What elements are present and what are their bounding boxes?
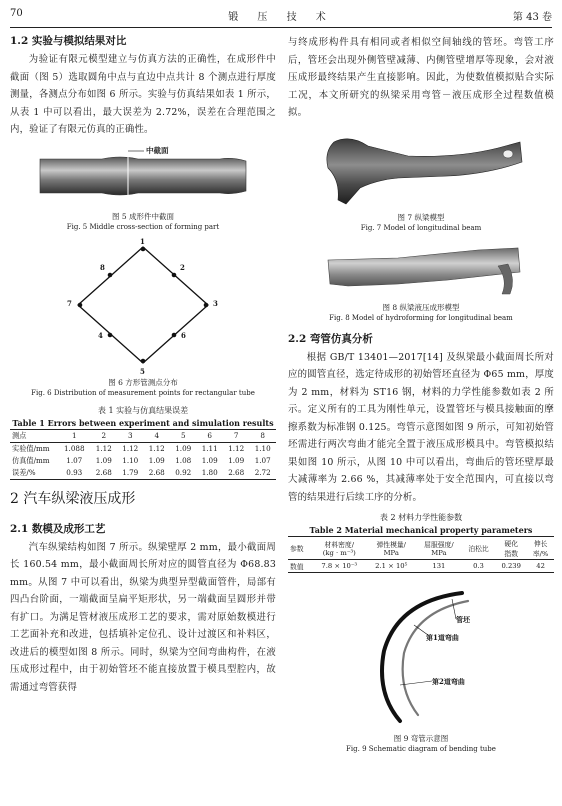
hydroforming-model-image — [288, 240, 554, 300]
measurement-points-diagram — [10, 236, 276, 367]
header-harden-2: 指数 — [504, 550, 518, 558]
fig6-caption-en: Fig. 6 Distribution of measurement points for rectangular tube — [31, 388, 255, 397]
table1-caption-cn: 表 1 实验与仿真结果误差 — [97, 405, 189, 415]
table-cell: 2.1 × 10⁵ — [375, 562, 408, 570]
table-cell: 1.08 — [175, 456, 192, 465]
table-cell: 1.10 — [122, 456, 139, 465]
section-1-2-text: 为验证有限元模型建立与仿真方法的正确性，在成形件中截面（图 5）选取圆角中点与直边中点共计 8 个测点进行厚度测量，各测点分布如图 6 所示。实验与仿真结果如表 1 所示，从表 1 中可以看出，最大误差为 2.72%，误差在合理范围之内，验证了有限元仿真的正确性。 — [10, 54, 276, 135]
table-row — [10, 442, 276, 455]
header-harden: 硬化 — [504, 540, 518, 548]
left-column — [10, 34, 276, 696]
table-header-cell — [312, 537, 366, 560]
point-label-1: 1 — [140, 236, 145, 246]
table-1 — [10, 429, 276, 480]
table-cell: 1.09 — [201, 456, 218, 465]
table-header-cell: 2 — [101, 431, 107, 440]
table-cell: 误差/% — [12, 467, 36, 477]
point-label-4: 4 — [98, 330, 103, 340]
volume-label: 第 43 卷 — [512, 12, 552, 23]
section-1-2-title: 1.2 实验与模拟结果对比 — [10, 35, 127, 47]
table-cell: 1.07 — [66, 456, 83, 465]
table-cell: 131 — [432, 562, 446, 570]
table-cell: 1.09 — [95, 456, 112, 465]
fig7-caption-en: Fig. 7 Model of longitudinal beam — [360, 223, 482, 232]
table-cell: 1.07 — [254, 456, 271, 465]
fig5-caption-cn: 图 5 成形件中截面 — [111, 211, 175, 221]
section-2-2-title: 2.2 弯管仿真分析 — [288, 332, 373, 345]
table-cell: 1.12 — [228, 444, 245, 453]
header-yield-unit: MPa — [431, 549, 447, 557]
table-cell: 1.09 — [175, 444, 192, 453]
point-label-8: 8 — [100, 262, 105, 272]
running-header — [10, 8, 552, 22]
section-2-1-text: 汽车纵梁结构如图 7 所示。纵梁壁厚 2 mm，最小截面周长 160.54 mm，最小截面周长所对应的圆管直径为 Φ68.83 mm。从图 7 中可以看出，纵梁为典型异型截面管件，局部有四凸台阶面，一端截面呈扁平矩形状，另一端截面呈圆形并带有扩口。为满足管材液压成形工艺的要求，需对原始数模进行工艺面补充和改进，包括填补定位孔、设计过渡区和补料区，改进后的模型如图 8 所示。同时，纵梁为空间弯曲构件，在液压成形过程中，由于初始管坯不能直接放置于模具型腔内，故需通过弯管获得 — [10, 541, 276, 693]
fig9-caption-en: Fig. 9 Schematic diagram of bending tube — [346, 745, 496, 753]
table-cell: 42 — [536, 562, 545, 570]
fig8-caption-cn: 图 8 纵梁液压成形模型 — [382, 302, 460, 312]
fig6-caption-cn: 图 6 方形管测点分布 — [108, 377, 178, 387]
page-number: 70 — [10, 8, 23, 19]
point-label-3: 3 — [213, 298, 218, 308]
point-label-6: 6 — [181, 330, 186, 340]
table-cell: 1.12 — [122, 444, 139, 453]
table-row — [10, 467, 276, 480]
fig7-caption-cn: 图 7 纵梁模型 — [397, 212, 445, 222]
figure-5 — [10, 145, 276, 207]
table-cell: 1.09 — [228, 456, 245, 465]
table-header-cell: 7 — [233, 431, 239, 440]
table-cell: 1.12 — [148, 444, 165, 453]
table-header-cell: 测点 — [12, 430, 27, 440]
fig8-caption-en: Fig. 8 Model of hydroforming for longitudinal beam — [329, 313, 513, 322]
figure-9 — [288, 581, 554, 731]
table-cell: 2.72 — [254, 468, 271, 477]
point-2 — [172, 272, 177, 277]
table-cell: 1.12 — [95, 444, 112, 453]
table-cell: 1.088 — [63, 444, 85, 453]
table2-caption-cn: 表 2 材料力学性能参数 — [379, 513, 463, 522]
longitudinal-beam-model-image — [288, 128, 554, 208]
point-3 — [204, 302, 209, 307]
point-1 — [141, 246, 146, 251]
table-cell: 1.79 — [122, 468, 139, 477]
point-7 — [78, 302, 83, 307]
table-header-cell: 3 — [127, 431, 133, 440]
table-cell: 2.68 — [228, 468, 245, 477]
table-header-cell — [495, 537, 527, 560]
point-8 — [108, 272, 113, 277]
table-row — [288, 560, 554, 573]
table-header-cell — [416, 537, 462, 560]
fig9-label-bend2: 第2道弯曲 — [432, 677, 465, 686]
table-header-cell: 泊松比 — [468, 545, 489, 553]
header-yield: 屈服强度/ — [424, 541, 454, 549]
table-cell: 数值 — [290, 563, 304, 571]
right-column — [288, 34, 554, 755]
table-header-cell: 1 — [71, 431, 77, 440]
table-cell: 1.10 — [254, 444, 271, 453]
point-label-5: 5 — [140, 366, 145, 376]
table-cell: 2.68 — [95, 468, 112, 477]
fig9-caption-cn: 图 9 弯管示意图 — [393, 734, 449, 743]
table-cell: 1.09 — [148, 456, 165, 465]
header-elong-2: 率/% — [532, 550, 549, 558]
section-2-2-text: 根据 GB/T 13401—2017[14] 及纵梁最小截面周长所对应的圆管直径，选定待成形的初始管坯直径为 Φ65 mm，厚度为 2 mm，材料为 ST16 钢，材料的力学性能参数如表 2 所示。定义所有的工具为刚性单元，设置管坯与模具接触面的摩擦系数为标准钢 0.125。弯管示意图如图 9 所示，可知初始管坯需进行两次弯曲才能完全置于液压成形模具中。弯管模拟结果如图 10 所示，从图 10 中可以看出，弯曲后的管坯壁厚最大减薄率为 2.66 %，其减薄率处于安全范围内，可直接以弯管的结果进行后续工序的分析。 — [288, 351, 554, 503]
forming-part-image — [10, 145, 276, 207]
table-cell: 仿真值/mm — [12, 455, 50, 465]
table-header-cell: 8 — [260, 431, 265, 440]
table-header-cell: 5 — [180, 431, 186, 440]
table-header-cell: 6 — [207, 431, 212, 440]
point-label-7: 7 — [67, 298, 72, 308]
header-density-unit: (kg · m⁻³) — [322, 549, 356, 557]
journal-name: 锻 压 技 术 — [228, 12, 334, 23]
table-header-cell — [366, 537, 416, 560]
table-cell: 0.239 — [501, 562, 521, 570]
header-elong: 伸长 — [533, 540, 548, 548]
table-cell: 7.8 × 10⁻³ — [321, 562, 358, 570]
point-label-2: 2 — [180, 262, 185, 272]
table-row — [10, 455, 276, 467]
table1-caption-en: Table 1 Errors between experiment and simulation results — [12, 417, 274, 428]
table-header-row — [10, 429, 276, 442]
header-modulus-unit: MPa — [383, 549, 399, 557]
table-cell: 0.3 — [473, 562, 484, 570]
figure-8 — [288, 240, 554, 300]
table-header-cell: 4 — [154, 431, 160, 440]
bending-tube-diagram — [288, 581, 554, 731]
figure-6 — [10, 236, 276, 376]
fig5-caption-en: Fig. 5 Middle cross-section of forming part — [66, 222, 220, 231]
figure-7 — [288, 128, 554, 208]
table-cell: 0.93 — [66, 468, 83, 477]
fig9-label-tube: 管坯 — [456, 615, 470, 624]
header-rule — [10, 27, 552, 28]
table-cell: 实验值/mm — [12, 443, 50, 453]
fig9-label-bend1: 第1道弯曲 — [426, 633, 459, 642]
table-cell: 1.11 — [201, 444, 218, 453]
point-4 — [108, 332, 113, 337]
table-header-cell: 参数 — [290, 545, 304, 553]
table-header-cell — [527, 537, 554, 560]
continued-text: 与终成形构件具有相同或者相似空间轴线的管坯。弯管工序后，管坯会出现外侧管壁减薄、内侧管壁增厚等现象，会对液压成形最终结果产生直接影响。因此，为使数值模拟贴合实际工况，本文所研究的纵梁采用弯管－液压成形全过程数值模拟。 — [288, 37, 554, 118]
fig5-label-mid-section: 中截面 — [146, 145, 169, 155]
table-cell: 1.80 — [201, 468, 218, 477]
table-header-row — [288, 537, 554, 560]
table-cell: 0.92 — [175, 468, 192, 477]
table2-caption-en: Table 2 Material mechanical property parameters — [309, 525, 533, 535]
section-2-title: 2 汽车纵梁液压成形 — [10, 490, 136, 507]
header-density: 材料密度/ — [324, 541, 355, 549]
point-5 — [141, 358, 146, 363]
section-2-1-title: 2.1 数模及成形工艺 — [10, 522, 106, 535]
table-2 — [288, 536, 554, 573]
table-cell: 2.68 — [148, 468, 165, 477]
header-modulus: 弹性模量/ — [376, 541, 406, 549]
point-6 — [172, 332, 177, 337]
